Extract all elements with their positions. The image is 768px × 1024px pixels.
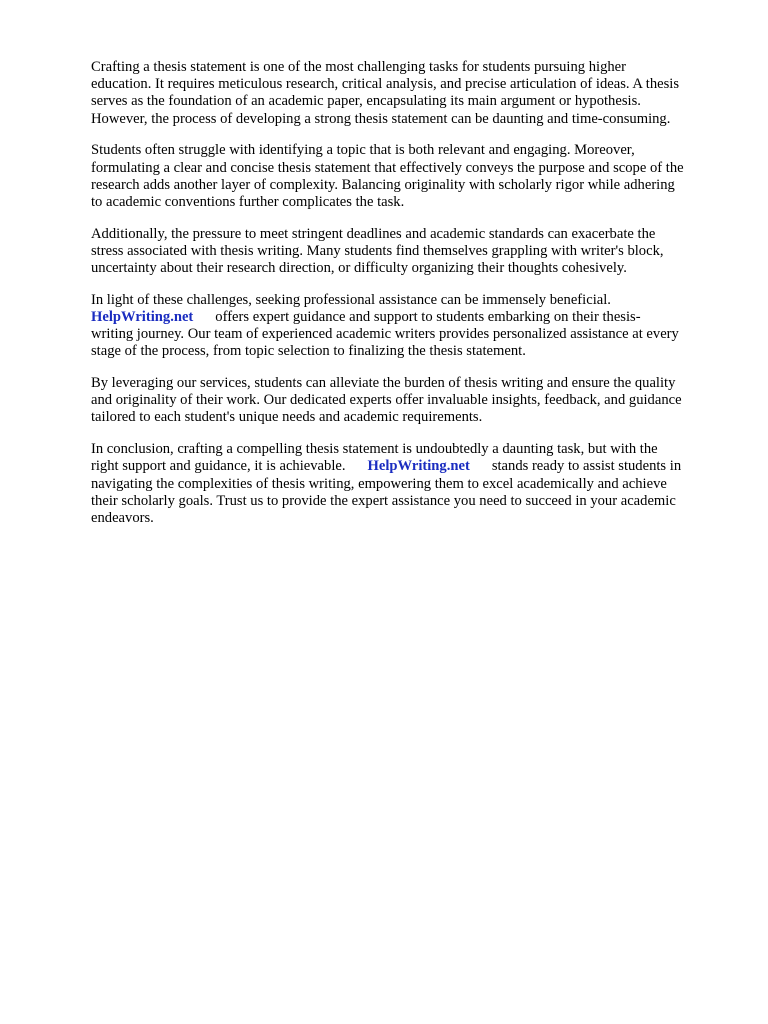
paragraph-assistance-text-before: In light of these challenges, seeking professional assistance can be immensely beneficial. <box>91 291 611 308</box>
paragraph-pressure: Additionally, the pressure to meet stringent deadlines and academic standards can exacerbate the stress associated with thesis writing. Many students find themselves grappling with writer's block, uncertainty about their research direction, or difficulty organizing their thoughts cohesively. <box>91 225 664 277</box>
paragraph-struggles: Students often struggle with identifying a topic that is both relevant and engaging. Moreover, formulating a clear and concise thesis statement that effectively conveys the purpose and scope of the research adds another layer of complexity. Balancing originality with scholarly rigor while adhering to academic conventions further complicates the task. <box>91 142 684 210</box>
paragraph-services: By leveraging our services, students can alleviate the burden of thesis writing and ensure the quality and originality of their work. Our dedicated experts offer invaluable insights, feedback, and guidance tailored to each student's unique needs and academic requirements. <box>91 375 682 426</box>
paragraph-intro: Crafting a thesis statement is one of the most challenging tasks for students pursuing higher education. It requires meticulous research, critical analysis, and precise articulation of ideas. A thesis serves as the foundation of an academic paper, encapsulating its main argument or hypothesis. However, the process of developing a strong thesis statement can be daunting and time-consuming. <box>91 59 680 127</box>
helpwriting-link[interactable]: HelpWriting.net <box>91 308 194 325</box>
paragraph-conclusion-text-after: stands ready to assist students in navigating the complexities of thesis writing, empowering them to excel academically and achieve their scholarly goals. Trust us to provide the expert assistance you need to succeed in your academic endeavors. <box>91 458 682 526</box>
paragraph-conclusion <box>91 441 728 527</box>
paragraph-assistance <box>91 292 728 361</box>
helpwriting-link-conclusion[interactable]: HelpWriting.net <box>367 458 470 475</box>
paragraph-conclusion-text-before: In conclusion, crafting a compelling thesis statement is undoubtedly a daunting task, but with the right support and guidance, it is achievable. <box>91 441 658 475</box>
paragraph-assistance-text-after: offers expert guidance and support to students embarking on their thesis- writing journey. Our team of experienced academic writers provides personalized assistance at every stage of the process, from topic selection to finalizing the thesis statement. <box>91 308 679 360</box>
